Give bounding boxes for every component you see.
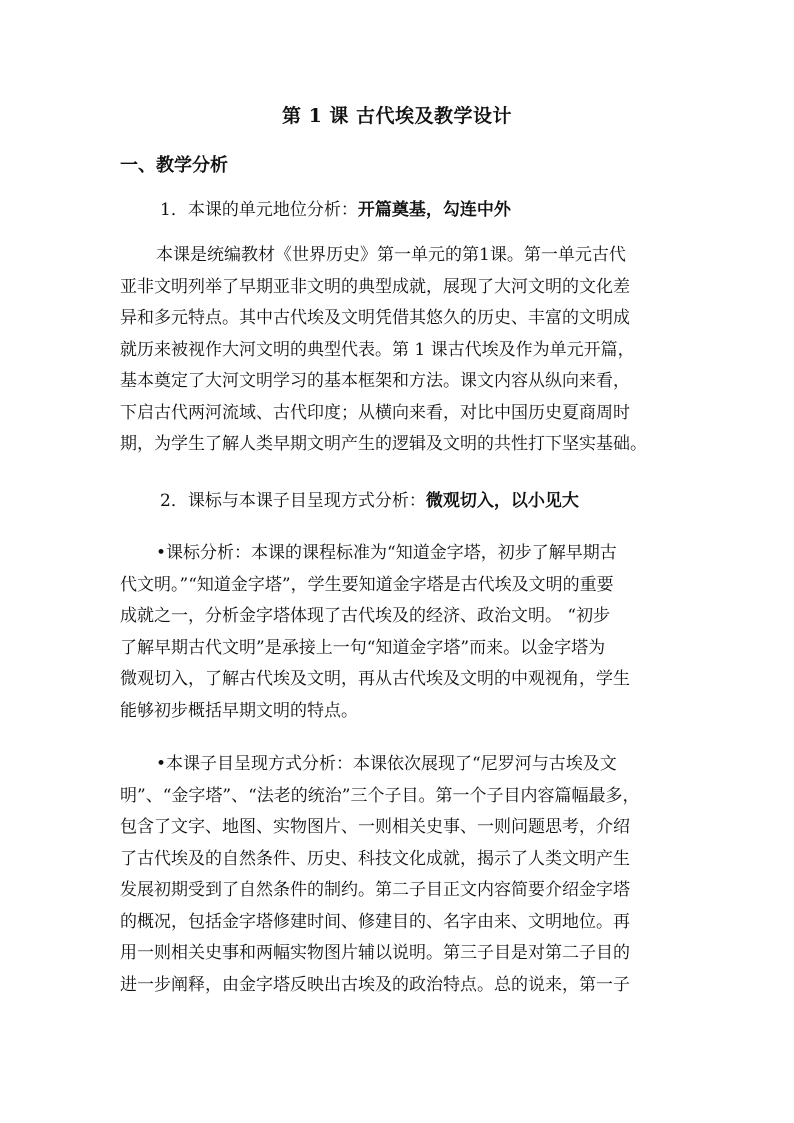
paragraph-line: 微观切入，了解古代埃及文明，再从古代埃及文明的中观视角，学生 [120,669,630,689]
paragraph-line: 就历来被视作大河文明的典型代表。第 1 课古代埃及作为单元开篇， [120,339,635,360]
paragraph-line: 下启古代两河流域、古代印度；从横向来看，对比中国历史夏商周时 [120,402,630,423]
subheading-curriculum-standard-prefix: 2．课标与本课子目呈现方式分析： [160,491,426,511]
paragraph-line: 了古代埃及的自然条件、历史、科技文化成就，揭示了人类文明产生 [120,848,630,869]
paragraph-line: 用一则相关史事和两幅实物图片辅以说明。第三子目是对第二子目的 [120,943,630,963]
section-heading-teaching-analysis: 一、教学分析 [120,155,228,176]
subheading-curriculum-standard [160,487,579,515]
paragraph-line: 本课是统编教材《世界历史》第一单元的第1课。第一单元古代 [156,245,626,265]
paragraph-line: 期，为学生了解人类早期文明产生的逻辑及文明的共性打下坚实基础。 [120,434,647,454]
paragraph-line: 能够初步概括早期文明的特点。 [120,700,358,721]
paragraph-line: 进一步阐释，由金字塔反映出古埃及的政治特点。总的说来，第一子 [120,974,630,995]
subheading-curriculum-standard-emphasis: 微观切入，以小见大 [425,491,579,511]
paragraph-line: 了解早期古代文明”是承接上一句“知道金字塔”而来。以金字塔为 [120,637,606,658]
subheading-unit-position-prefix: 1．本课的单元地位分析： [160,200,358,220]
paragraph-line: 亚非文明列举了早期亚非文明的典型成就，展现了大河文明的文化差 [120,276,630,297]
paragraph-line: 包含了文字、地图、实物图片、一则相关史事、一则问题思考，介绍 [120,817,630,837]
page-title: 第 1 课 古代埃及教学设计 [281,105,513,127]
paragraph-line: 明”、“金字塔”、“法老的统治”三个子目。第一个子目内容篇幅最多， [120,785,640,806]
paragraph-line: •课标分析：本课的课程标准为“知道金字塔，初步了解早期古 [156,543,617,563]
paragraph-subsection-analysis [120,749,685,1001]
paragraph-line: 异和多元特点。其中古代埃及文明凭借其悠久的历史、丰富的文明成 [120,308,630,328]
paragraph-curriculum-analysis [120,538,685,727]
subheading-unit-position [160,196,511,224]
paragraph-line: •本课子目呈现方式分析：本课依次展现了“尼罗河与古埃及文 [156,754,617,774]
subheading-unit-position-emphasis: 开篇奠基，勾连中外 [357,200,511,220]
paragraph-line: 的概况，包括金字塔修建时间、修建目的、名字由来、文明地位。再 [120,911,630,932]
paragraph-line: 基本奠定了大河文明学习的基本框架和方法。课文内容从纵向来看， [120,371,630,391]
paragraph-line: 发展初期受到了自然条件的制约。第二子目正文内容简要介绍金字塔 [120,880,630,900]
paragraph-unit-position [120,240,685,461]
paragraph-line: 代文明。”“知道金字塔”，学生要知道金字塔是古代埃及文明的重要 [120,574,614,595]
paragraph-line: 成就之一，分析金字塔体现了古代埃及的经济、政治文明。 “初步 [120,606,611,626]
